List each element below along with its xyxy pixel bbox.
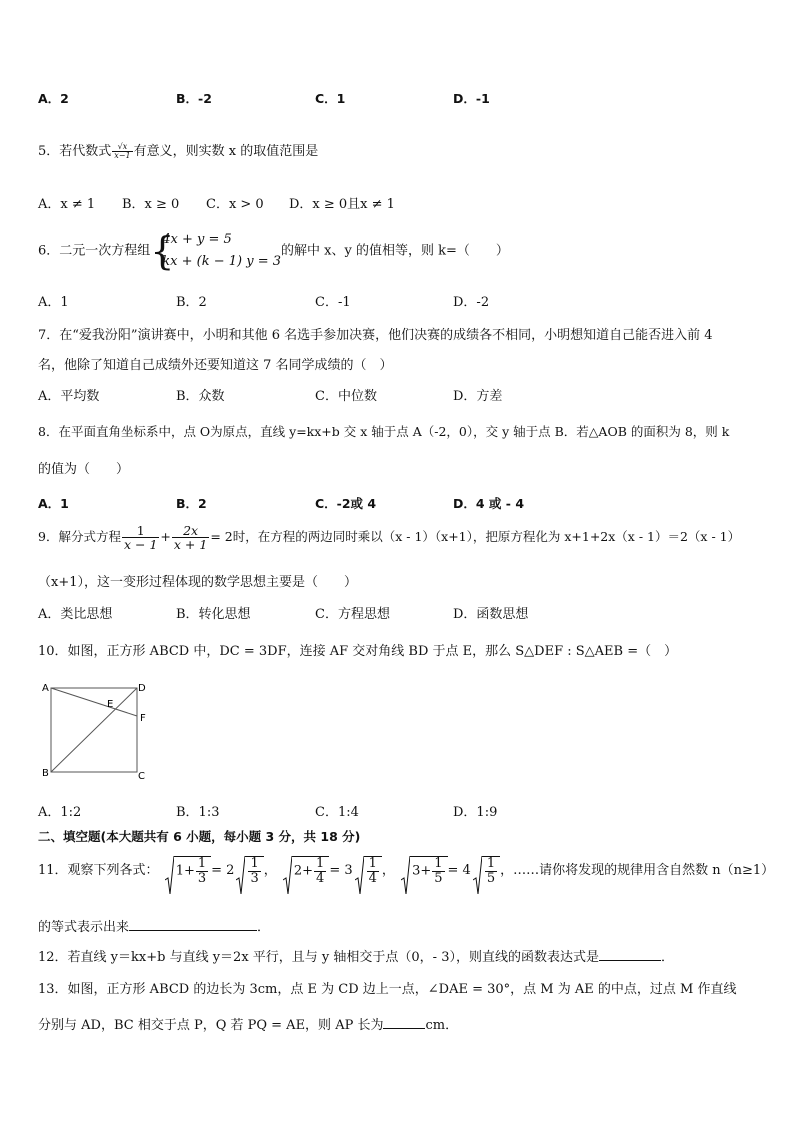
q9-fraction-2 <box>172 524 209 551</box>
q6-eq1: 4x + y = 5 <box>162 232 232 247</box>
q5-option-d[interactable]: D．x ≥ 0且x ≠ 1 <box>289 197 395 212</box>
q6-option-b[interactable]: B．2 <box>176 295 207 310</box>
q8-line1: 8．在平面直角坐标系中，点 O为原点，直线 y=kx+b 交 x 轴于点 A（-2，0），交 y 轴于点 B．若△AOB 的面积为 8，则 k <box>38 424 730 439</box>
q9-f2-den: x + 1 <box>173 537 208 553</box>
q5-fraction <box>112 143 132 161</box>
q11-answer-blank[interactable] <box>129 918 257 931</box>
q7-option-d[interactable]: D．方差 <box>453 389 503 404</box>
q5-option-b[interactable]: B．x ≥ 0 <box>122 197 180 212</box>
q6-option-c[interactable]: C．-1 <box>315 295 351 310</box>
q11-expr-3: 3+ $\frac{1}{5}$ <box>401 856 447 885</box>
q11-suffix: ，……请你将发现的规律用含自然数 n（n≥1） <box>500 863 775 879</box>
q8-option-d[interactable]: D．4 或 - 4 <box>453 496 525 511</box>
q9-f1-den: x − 1 <box>123 537 158 553</box>
q6-option-a[interactable]: A．1 <box>38 295 69 310</box>
radical-icon <box>473 856 482 896</box>
q9-f1-num: 1 <box>122 524 159 538</box>
label-b: B <box>42 768 49 779</box>
q4-option-c[interactable]: C．1 <box>315 91 346 106</box>
q8-option-c[interactable]: C．-2或 4 <box>315 496 377 511</box>
label-f: F <box>140 713 146 724</box>
q5-prefix: 5．若代数式 <box>38 144 112 159</box>
q6-equation-system <box>150 229 281 273</box>
q5-frac-num: √x <box>112 143 132 152</box>
label-c: C <box>138 771 145 782</box>
q11-root-3: $\frac{1}{5}$ <box>473 856 500 885</box>
q8-option-a[interactable]: A．1 <box>38 496 69 511</box>
q8-line2: 的值为（ ） <box>38 462 130 477</box>
q9-eq: = 2 <box>210 529 233 545</box>
q7-option-c[interactable]: C．中位数 <box>315 389 377 404</box>
label-d: D <box>138 683 146 694</box>
q9-prefix: 9．解分式方程 <box>38 529 121 545</box>
q11-stem: 11．观察下列各式： 1+ $\frac{1}{3}$ = 2 $\frac{1}{3}$ ， 2+ $\frac{1}{4}$ = 3 $\frac{1}{4}$ ， 3+ $\frac{1}{5}$ = 4 $\frac{1}{5}$ ，……请你将发现的规律用含自然数 n（n≥1） <box>38 856 774 885</box>
q9-plus: + <box>160 529 171 545</box>
section-title: 二、填空题(本大题共有 6 小题，每小题 3 分，共 18 分) <box>38 829 361 844</box>
q6-eq2: kx + (k − 1) y = 3 <box>162 254 282 269</box>
label-a: A <box>42 683 49 694</box>
q10-option-a[interactable]: A．1:2 <box>38 805 82 820</box>
q5-frac-den: x−1 <box>114 151 131 160</box>
q11-prefix: 11．观察下列各式： <box>38 863 159 879</box>
q9-suffix: 时，在方程的两边同时乘以（x - 1）（x+1），把原方程化为 x+1+2x（x - 1）＝2（x - 1） <box>232 529 741 545</box>
q6-brace: { <box>150 229 175 273</box>
q11-root-1: $\frac{1}{3}$ <box>236 856 263 885</box>
q7-line1: 7．在“爱我汾阳”演讲赛中，小明和其他 6 名选手参加决赛，他们决赛的成绩各不相同，小明想知道自己能否进入前 4 <box>38 328 713 343</box>
q4-option-b[interactable]: B．-2 <box>176 91 212 106</box>
q5-option-a[interactable]: A．x ≠ 1 <box>38 197 96 212</box>
radical-icon <box>401 856 410 896</box>
q10-option-b[interactable]: B．1:3 <box>176 805 220 820</box>
q11-expr-2: 2+ $\frac{1}{4}$ <box>283 856 329 885</box>
q8-option-b[interactable]: B．2 <box>176 496 207 511</box>
q11-line2: 的等式表示出来 ． <box>38 920 271 935</box>
q5-suffix: 有意义，则实数 x 的取值范围是 <box>133 144 319 159</box>
q4-option-d[interactable]: D．-1 <box>453 91 490 106</box>
q9-stem <box>38 524 740 551</box>
q9-fraction-1 <box>122 524 159 551</box>
radical-icon <box>165 856 174 896</box>
q6-option-d[interactable]: D．-2 <box>453 295 490 310</box>
q13-answer-blank[interactable] <box>383 1016 425 1029</box>
radical-icon <box>355 856 364 896</box>
segment-af <box>51 688 137 716</box>
q7-option-a[interactable]: A．平均数 <box>38 389 100 404</box>
radical-icon <box>283 856 292 896</box>
q11-root-2: $\frac{1}{4}$ <box>355 856 382 885</box>
q13-line2: 分别与 AD，BC 相交于点 P，Q 若 PQ = AE，则 AP 长为 cm． <box>38 1018 459 1033</box>
q10-option-d[interactable]: D．1:9 <box>453 805 498 820</box>
q11-expr-1: 1+ $\frac{1}{3}$ <box>165 856 211 885</box>
q13-line1: 13．如图，正方形 ABCD 的边长为 3cm，点 E 为 CD 边上一点，∠DAE = 30°，点 M 为 AE 的中点，过点 M 作直线 <box>38 982 737 997</box>
q12-answer-blank[interactable] <box>599 948 661 961</box>
q9-option-a[interactable]: A．类比思想 <box>38 607 113 622</box>
label-e: E <box>107 699 114 710</box>
q5-stem <box>38 140 318 160</box>
q7-line2: 名，他除了知道自己成绩外还要知道这 7 名同学成绩的（ ） <box>38 358 393 373</box>
q9-f2-num: 2x <box>172 524 209 538</box>
q10-figure <box>38 678 158 784</box>
q6-stem <box>38 229 509 273</box>
q9-line2: （x+1），这一变形过程体现的数学思想主要是（ ） <box>38 575 357 590</box>
q9-option-b[interactable]: B．转化思想 <box>176 607 251 622</box>
q5-option-c[interactable]: C．x > 0 <box>206 197 264 212</box>
q4-option-a[interactable]: A．2 <box>38 91 69 106</box>
q10-stem: 10．如图，正方形 ABCD 中，DC = 3DF，连接 AF 交对角线 BD 于点 E，那么 S△DEF : S△AEB =（ ） <box>38 644 678 659</box>
diagonal-bd <box>51 688 137 772</box>
q6-suffix: 的解中 x、y 的值相等，则 k=（ ） <box>281 243 509 259</box>
q9-option-d[interactable]: D．函数思想 <box>453 607 529 622</box>
square-diagram <box>38 678 158 784</box>
q9-option-c[interactable]: C．方程思想 <box>315 607 390 622</box>
q10-option-c[interactable]: C．1:4 <box>315 805 359 820</box>
q7-option-b[interactable]: B．众数 <box>176 389 225 404</box>
q6-prefix: 6．二元一次方程组 <box>38 243 151 259</box>
q12-stem: 12．若直线 y＝kx+b 与直线 y＝2x 平行，且与 y 轴相交于点（0，- 3），则直线的函数表达式是 ． <box>38 950 674 965</box>
radical-icon <box>236 856 245 896</box>
